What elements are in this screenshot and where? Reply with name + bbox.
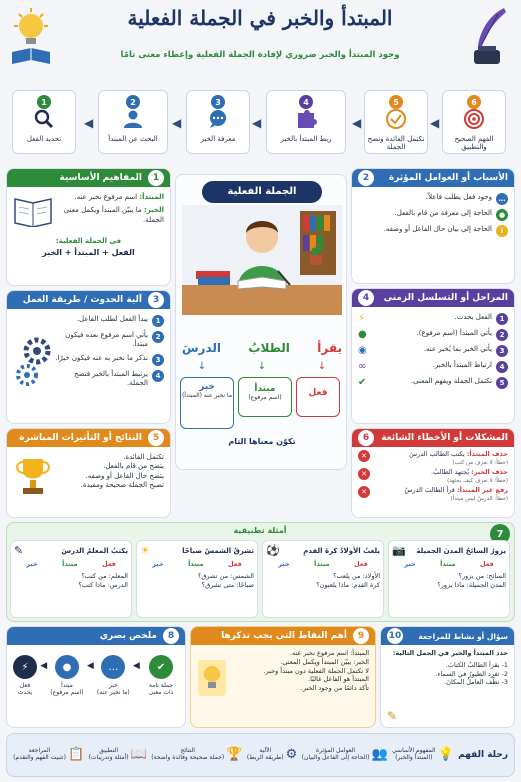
x-icon: ✕ <box>358 450 370 462</box>
summary-label: جملة تامة ذات معنى <box>148 682 174 696</box>
item-number: 2 <box>152 331 164 343</box>
step-label: ربط المبتدأ بالخبر <box>280 135 332 143</box>
lightbulb-book-icon <box>8 6 54 68</box>
section-header <box>7 291 170 309</box>
summary-mubtada <box>50 655 83 696</box>
section-number: 2 <box>358 170 374 186</box>
summary-khabar <box>97 655 130 696</box>
check-circle-icon <box>384 109 408 133</box>
journey-label: الآلية <box>259 747 272 755</box>
section-header <box>352 289 514 307</box>
example-question: الشمس: من تشرق؟ <box>197 572 254 580</box>
result-item: يتضح من قام بالفعل. <box>103 462 164 471</box>
step-label: تكتمل الفائدة وتصح الجملة <box>367 135 425 152</box>
result-item: تصبح الجملة صحيحة ومفيدة. <box>80 481 164 490</box>
arrow-icon: ◀ <box>430 116 440 130</box>
step-label: تحديد الفعل <box>26 135 62 143</box>
link-icon: ∞ <box>358 361 367 372</box>
example-sentence: يزورُ السائحُ المدنَ الجميلةَ <box>416 546 506 555</box>
checklist-icon: 📋 <box>67 746 85 762</box>
gears-icon <box>13 315 55 395</box>
chat-icon: … <box>496 193 508 205</box>
example-card <box>262 540 384 618</box>
chat-icon: ◉ <box>358 345 367 356</box>
section-title: المراحل أو التسلسل الزمني <box>383 293 508 303</box>
word-fi3l: يقرأ <box>317 341 342 355</box>
tag-mubtada: مبتدأ <box>314 560 330 568</box>
section-title: أهم النقاط التي يجب تذكرها <box>221 631 347 641</box>
soccer-ball-icon: ⚽ <box>266 544 280 557</box>
page-title: المبتدأ والخبر في الجملة الفعلية <box>127 6 393 30</box>
item-number: 4 <box>496 361 508 373</box>
summary-sub: (اسم مرفوع) <box>50 689 84 696</box>
step-number: 1 <box>37 95 51 109</box>
quill-ink-icon <box>468 6 514 68</box>
tag-khabar: خبر <box>152 560 164 568</box>
trophy-icon: 🏆 <box>226 746 243 762</box>
box-khabar-label: خبر <box>199 382 215 392</box>
student-reading-illustration <box>182 205 342 319</box>
section-mechanism <box>6 290 171 424</box>
mistake-title: رفع غير المبتدأ: <box>456 486 508 494</box>
summary-label: مبتدأ <box>61 682 73 689</box>
mistake-note: (خطأ: الدرسُ ليس مبتدأ) <box>450 496 508 503</box>
down-arrow-icon: ↓ <box>317 361 327 372</box>
example-question: الأولاد: من يلعب؟ <box>333 572 380 580</box>
stage-item: يأتي المبتدأ (اسم مرفوع). <box>416 329 492 337</box>
example-sentence: تشرقُ الشمسُ صباحًا <box>182 546 254 555</box>
section-header <box>7 169 170 187</box>
cause-item: الحاجة إلى معرفة من قام بالفعل. <box>394 209 492 217</box>
box-mubtada <box>238 377 292 417</box>
journey-bar <box>6 733 515 777</box>
step-4 <box>266 90 346 154</box>
people-icon: ● <box>496 209 508 221</box>
journey-label: المفهوم الأساسي <box>392 747 436 755</box>
section-number: 10 <box>387 628 403 644</box>
item-number: 2 <box>496 329 508 341</box>
section-examples-number: 7 <box>490 524 510 544</box>
summary-sub: يحدث <box>17 689 33 696</box>
section-header <box>381 627 514 645</box>
example-question: المدن الجميلة: ماذا يزور؟ <box>437 581 506 590</box>
book-icon: 📖 <box>130 746 147 762</box>
box-khabar-sub: ما نخبر عنه (المبتدأ) <box>181 392 233 399</box>
journey-step <box>302 748 388 763</box>
item-number: 3 <box>496 345 508 357</box>
check-icon: ✔ <box>358 377 367 388</box>
box-mubtada-label: مبتدأ <box>254 384 276 394</box>
step-6 <box>442 90 506 154</box>
page-subtitle: وجود المبتدأ والخبر ضروري لإفادة الجملة الفعلية وإعطاء معنى تامًا <box>120 50 400 60</box>
arrow-icon: ◀ <box>86 661 94 671</box>
mistake-note: (خطأ: لا نعرف كيف يجتهد) <box>447 478 508 485</box>
section-title: المشكلات أو الأخطاء الشائعة <box>381 433 508 443</box>
key-point: المبتدأ هو الفاعل غالبًا. <box>308 675 369 684</box>
tag-mubtada: مبتدأ <box>62 560 78 568</box>
summary-label: خبر <box>108 682 118 689</box>
sun-icon: ☀ <box>140 544 150 557</box>
khabar-label: الخبر: <box>143 206 164 215</box>
journey-title-text: رحلة الفهم <box>458 749 508 760</box>
section-key-points <box>190 626 376 728</box>
target-icon <box>462 109 486 133</box>
tag-fi3l: فعل <box>354 560 368 568</box>
journey-label: النتائج <box>180 747 195 755</box>
magnifier-icon <box>32 109 56 133</box>
step-5 <box>364 90 428 154</box>
step-number: 3 <box>211 95 225 109</box>
section-basic-concepts <box>6 168 171 286</box>
down-arrows <box>182 361 342 372</box>
example-question: كرة القدم: ماذا يلعبون؟ <box>316 581 380 590</box>
person-icon: ● <box>358 329 367 340</box>
journey-label: التطبيق <box>99 747 119 755</box>
example-card <box>388 540 510 618</box>
journey-label: المراجعة <box>28 747 51 755</box>
pencil-icon: ✎ <box>387 709 398 723</box>
people-icon: 👥 <box>371 746 388 762</box>
section-examples-title: أمثلة تطبيقية <box>233 526 287 535</box>
tag-mubtada: مبتدأ <box>188 560 204 568</box>
step-label: البحث عن المبتدأ <box>108 135 158 143</box>
summary-sub: (ما نخبر عنه) <box>96 689 130 696</box>
example-sentence: يلعبُ الأولادُ كرةَ القدمِ <box>303 546 380 555</box>
tag-fi3l: فعل <box>102 560 116 568</box>
result-item: يتضح حال الفاعل أو وصفه. <box>85 471 164 480</box>
step-number: 6 <box>467 95 481 109</box>
mistake-text: يُجتهد الطالبُ. <box>431 468 470 476</box>
mechanism-item: نذكر ما نخبر به عنه فيكون خبرًا. <box>55 353 148 362</box>
sentence-label: في الجملة الفعلية: <box>55 237 122 245</box>
puzzle-icon <box>294 109 318 133</box>
section-stages <box>351 288 515 424</box>
item-number: 5 <box>496 377 508 389</box>
lightning-icon: ⚡ <box>358 313 366 324</box>
lightbulb-icon: 💡 <box>437 746 454 762</box>
section-header <box>7 627 185 645</box>
journey-sub: (تثبيت الفهم والتقدم) <box>13 754 66 761</box>
step-1 <box>12 90 76 154</box>
stage-item: تكتمل الجملة ويفهم المعنى. <box>410 377 492 385</box>
word-khabar: الدرسَ <box>182 341 222 355</box>
arrow-icon: ◀ <box>132 661 140 671</box>
tag-khabar: خبر <box>404 560 416 568</box>
down-arrow-icon: ↓ <box>257 361 267 372</box>
tag-khabar: خبر <box>278 560 290 568</box>
cause-item: الحاجة إلى بيان حال الفاعل أو وصفه. <box>383 225 492 233</box>
item-number: 3 <box>152 354 164 366</box>
arrow-icon: ◀ <box>252 116 262 130</box>
journey-sub: (جملة صحيحة وفائدة واضحة) <box>151 754 225 761</box>
result-item: تكتمل الفائدة. <box>123 453 164 461</box>
mechanism-item: يرتبط المبتدأ بالخبر فتصح الجملة. <box>74 369 148 388</box>
journey-sub: (طريقة الربط) <box>246 754 284 761</box>
example-question: السائح: من يزور؟ <box>458 572 506 580</box>
example-question: المعلم: من كتب؟ <box>81 572 128 580</box>
summary-label: فعل <box>19 682 31 689</box>
person-icon <box>121 109 145 133</box>
section-title: النتائج أو التأثيرات المباشرة <box>19 433 142 443</box>
tag-khabar: خبر <box>26 560 38 568</box>
info-icon: i <box>496 225 508 237</box>
arrow-icon: ◀ <box>172 116 182 130</box>
review-item: 2- تغرد الطيورُ في السماء. <box>435 669 508 678</box>
mistake-text: يكتب الطالب الدرسَ <box>409 450 465 458</box>
stage-item: يأتي الخبر بما يُخبر عنه. <box>423 345 492 353</box>
journey-step <box>392 748 454 763</box>
tag-mubtada: مبتدأ <box>440 560 456 568</box>
item-number: 4 <box>152 370 164 382</box>
mechanism-item: يأتي اسم مرفوع بعده فيكون مبتدأ. <box>65 331 148 349</box>
mistake-text: قرأ الطالبَ الدرسُ <box>404 486 455 494</box>
summary-complete <box>143 655 179 696</box>
review-item: 3- نظّف العاملُ المكانَ. <box>444 678 508 687</box>
item-number: 1 <box>152 315 164 327</box>
lightbulb-icon <box>197 649 227 703</box>
down-arrow-icon: ↓ <box>197 361 207 372</box>
section-number: 5 <box>148 430 164 446</box>
step-label: الفهم الصحيح والتطبيق <box>454 135 494 152</box>
chat-icon: … <box>101 655 125 679</box>
sentence-formula: الفعل + المبتدأ + الخبر <box>42 248 135 258</box>
journey-sub: (أمثلة وتدريبات) <box>88 754 129 761</box>
arrow-icon: ◀ <box>40 661 48 671</box>
step-number: 5 <box>389 95 403 109</box>
journey-sub: (المبتدأ والخبر) <box>395 754 433 761</box>
mistake-title: حذف المبتدأ: <box>466 450 508 458</box>
section-header <box>191 627 375 645</box>
step-2 <box>98 90 168 154</box>
mistake-note: (خطأ: لا نعرف من كتب) <box>452 460 508 467</box>
section-title: سؤال أو نشاط للمراجعة <box>418 631 508 641</box>
stage-item: ارتباط المبتدأ بالخبر. <box>432 361 492 369</box>
section-title: آلية الحدوث / طريقة العمل <box>22 295 142 305</box>
journey-step <box>13 748 84 763</box>
camera-icon: 📷 <box>392 544 406 557</box>
tag-fi3l: فعل <box>228 560 242 568</box>
example-question: الدرس: ماذا كتب؟ <box>78 581 128 590</box>
journey-title <box>458 750 508 760</box>
key-point: تأكد دائمًا من وجود الخبر. <box>300 684 369 693</box>
example-card <box>136 540 258 618</box>
stage-item: الفعل يحدث. <box>454 313 492 321</box>
review-prompt: حدد المبتدأ والخبر في الجمل التالية: <box>392 649 508 657</box>
section-title: ملخص بصري <box>99 631 157 641</box>
x-icon: ✕ <box>358 486 370 498</box>
step-number: 2 <box>126 95 140 109</box>
step-3 <box>186 90 250 154</box>
box-khabar <box>180 377 234 429</box>
review-item: 1- يقرأ الطالبُ الكتابَ. <box>445 660 508 669</box>
person-icon: ● <box>55 655 79 679</box>
journey-sub: (الحاجة إلى الفاعل والبيان) <box>301 754 370 761</box>
sentence-words <box>182 341 342 355</box>
journey-label: العوامل المؤثرة <box>316 747 356 755</box>
section-number: 9 <box>353 628 369 644</box>
arrow-icon: ◀ <box>84 116 94 130</box>
check-icon: ✔ <box>149 655 173 679</box>
summary-fi3l <box>13 655 37 696</box>
section-header <box>352 169 514 187</box>
step-number: 4 <box>299 95 313 109</box>
section-title: الأسباب أو العوامل المؤثرة <box>388 173 508 183</box>
step-label: معرفة الخبر <box>200 135 236 143</box>
word-mubtada: الطلابُ <box>248 341 290 355</box>
arrow-icon: ◀ <box>352 116 362 130</box>
section-number: 6 <box>358 430 374 446</box>
center-result: تكوّن معناها التام <box>228 437 296 446</box>
key-point: المبتدأ: اسم مرفوع نخبر عنه. <box>289 649 369 657</box>
center-illustration <box>175 174 347 470</box>
journey-step <box>89 748 147 763</box>
section-title: المفاهيم الأساسية <box>59 173 142 183</box>
box-mubtada-sub: (اسم مرفوع) <box>248 394 282 401</box>
section-results <box>6 428 171 518</box>
journey-step <box>247 748 297 763</box>
chat-bubble-icon <box>206 109 230 133</box>
key-point: الخبر: يبيّن المبتدأ ويكمل المعنى. <box>280 657 369 666</box>
khabar-definition: ما يبيّن المبتدأ ويكمل معنى الجملة. <box>63 206 164 224</box>
lightning-icon: ⚡ <box>13 655 37 679</box>
mubtada-definition: اسم مرفوع نخبر عنه. <box>74 193 138 201</box>
section-header <box>352 429 514 447</box>
example-card <box>10 540 132 618</box>
section-header <box>7 429 170 447</box>
item-number: 1 <box>496 313 508 325</box>
x-icon: ✕ <box>358 468 370 480</box>
section-mistakes <box>351 428 515 518</box>
box-fi3l: فعل <box>296 377 340 417</box>
journey-step <box>151 748 242 763</box>
gear-icon: ⚙ <box>285 746 298 762</box>
section-causes <box>351 168 515 284</box>
pen-icon: ✎ <box>14 544 24 557</box>
example-question: صباحًا: متى تشرق؟ <box>201 581 254 590</box>
section-number: 1 <box>148 170 164 186</box>
section-number: 8 <box>163 628 179 644</box>
mistake-title: حذف الخبر: <box>471 468 508 476</box>
center-title: الجملة الفعلية <box>202 181 322 203</box>
tag-fi3l: فعل <box>480 560 494 568</box>
trophy-icon <box>13 453 53 507</box>
key-point: لا تكتمل الجملة الفعلية دون مبتدأ وخبر. <box>263 666 369 675</box>
section-review <box>380 626 515 728</box>
section-number: 4 <box>358 290 374 306</box>
mechanism-item: يبدأ الفعل لطلب الفاعل. <box>76 315 148 323</box>
open-book-icon <box>13 193 53 231</box>
section-visual-summary <box>6 626 186 728</box>
mubtada-label: المبتدأ: <box>139 193 164 201</box>
section-number: 3 <box>148 292 164 308</box>
example-sentence: يكتبُ المعلمُ الدرسَ <box>61 546 128 555</box>
cause-item: وجود فعل يطلب فاعلاً. <box>425 193 492 201</box>
